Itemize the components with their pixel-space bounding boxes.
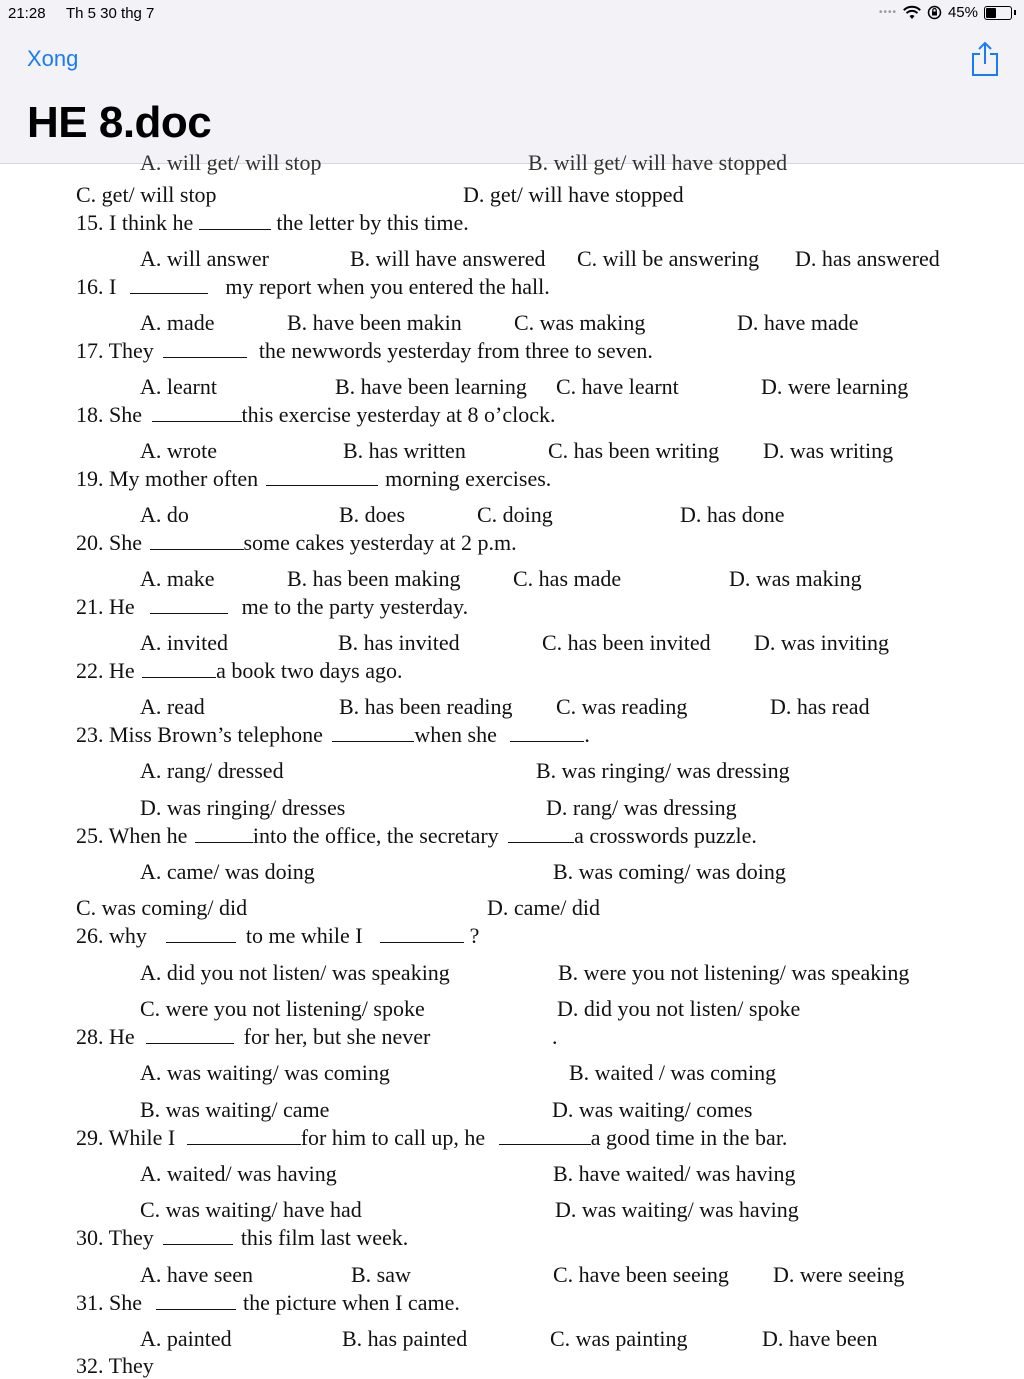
q23-option-a: A. rang/ dressed — [140, 758, 284, 783]
q26-option-b: B. were you not listening/ was speaking — [558, 960, 910, 985]
q21-option-b: B. has invited — [338, 630, 460, 655]
answer-blank — [499, 1126, 591, 1145]
q26-option-c: C. were you not listening/ spoke — [140, 996, 425, 1021]
q23-option-d: D. rang/ was dressing — [546, 795, 737, 820]
q20-option-b: B. has been making — [287, 566, 461, 591]
answer-blank — [380, 924, 464, 943]
q19-option-d: D. has done — [680, 502, 785, 527]
q19-option-c: C. doing — [477, 502, 553, 527]
q32-cutoff: 32. They — [76, 1353, 154, 1378]
status-time: 21:28 — [8, 5, 46, 22]
q31-number: 31. She — [76, 1290, 142, 1315]
q15-number: 15. I think he — [76, 210, 194, 235]
q18-option-d: D. was writing — [763, 438, 894, 463]
rotation-lock-icon — [927, 5, 942, 20]
document-page[interactable] — [0, 150, 1024, 1378]
answer-blank — [508, 824, 574, 843]
q29-option-c: C. was waiting/ have had — [140, 1197, 362, 1222]
q28-option-d: D. was waiting/ comes — [552, 1097, 753, 1122]
q31-option-c: C. was painting — [550, 1326, 688, 1351]
answer-blank — [166, 924, 236, 943]
q20-option-a: A. make — [140, 566, 215, 591]
q25-stem — [76, 823, 757, 849]
q16-option-c: C. was making — [514, 310, 646, 335]
viewer-header — [0, 28, 1024, 164]
answer-blank — [163, 1226, 233, 1245]
q30-option-d: D. were seeing — [773, 1262, 905, 1287]
q25-option-b: B. was coming/ was doing — [553, 859, 786, 884]
status-bar — [0, 0, 1024, 28]
q19-option-b: B. does — [339, 502, 405, 527]
q21-number: 21. He — [76, 594, 135, 619]
q28-number: 28. He — [76, 1024, 135, 1049]
document-title: HE 8.doc — [27, 98, 212, 147]
share-icon[interactable] — [970, 40, 1000, 78]
battery-fill — [986, 8, 996, 18]
q28-mid: for her, but she never — [243, 1024, 431, 1049]
q31-option-d: D. have been — [762, 1326, 878, 1351]
answer-blank — [195, 824, 253, 843]
q30-rest: this film last week. — [240, 1225, 409, 1250]
q26-option-d: D. did you not listen/ spoke — [557, 996, 801, 1021]
q22-option-b: B. has been reading — [339, 694, 513, 719]
q31-rest: the picture when I came. — [243, 1290, 460, 1315]
q22-option-c: C. was reading — [556, 694, 688, 719]
answer-blank — [187, 1126, 301, 1145]
q23-mid: when she — [414, 722, 497, 747]
q31-stem — [76, 1290, 460, 1316]
q25-number: 25. When he — [76, 823, 188, 848]
q16-rest: my report when you entered the hall. — [225, 274, 550, 299]
q17-option-b: B. have been learning — [335, 374, 527, 399]
q20-rest: some cakes yesterday at 2 p.m. — [243, 530, 517, 555]
q14-option-c: C. get/ will stop — [76, 182, 217, 207]
q23-option-c: D. was ringing/ dresses — [140, 795, 346, 820]
q26-number: 26. why — [76, 923, 147, 948]
q28-option-b: B. waited / was coming — [569, 1060, 777, 1085]
answer-blank — [146, 1025, 234, 1044]
answer-blank — [142, 659, 216, 678]
q26-stem — [76, 923, 479, 949]
q17-number: 17. They — [76, 338, 154, 363]
q19-rest: morning exercises. — [385, 466, 552, 491]
q18-option-b: B. has written — [343, 438, 466, 463]
q17-option-d: D. were learning — [761, 374, 909, 399]
wifi-icon — [903, 6, 921, 20]
q21-rest: me to the party yesterday. — [241, 594, 469, 619]
q18-number: 18. She — [76, 402, 142, 427]
status-date: Th 5 30 thg 7 — [66, 5, 155, 22]
q29-option-a: A. waited/ was having — [140, 1161, 337, 1186]
q25-mid: into the office, the secretary — [252, 823, 499, 848]
answer-blank — [199, 211, 271, 230]
q25-option-d: D. came/ did — [487, 895, 601, 920]
q26-option-a: A. did you not listen/ was speaking — [140, 960, 450, 985]
q15-option-a: A. will answer — [140, 246, 269, 271]
answer-blank — [150, 595, 228, 614]
q29-stem — [76, 1125, 787, 1151]
q29-end: a good time in the bar. — [590, 1125, 788, 1150]
q15-option-b: B. will have answered — [350, 246, 546, 271]
q28-option-c: B. was waiting/ came — [140, 1097, 330, 1122]
q19-option-a: A. do — [140, 502, 189, 527]
q21-option-a: A. invited — [140, 630, 228, 655]
q29-mid: for him to call up, he — [300, 1125, 486, 1150]
q19-stem — [76, 466, 551, 492]
q17-stem — [76, 338, 653, 364]
q31-option-b: B. has painted — [342, 1326, 468, 1351]
q20-number: 20. She — [76, 530, 142, 555]
cut-off-option-a: A. will get/ will stop — [140, 150, 322, 175]
answer-blank — [163, 339, 247, 358]
q26-mid: to me while I — [245, 923, 363, 948]
battery-percent: 45% — [947, 4, 978, 21]
q20-option-c: C. has made — [513, 566, 622, 591]
battery-icon — [984, 6, 1012, 20]
q18-option-c: C. has been writing — [548, 438, 720, 463]
q16-option-d: D. have made — [737, 310, 859, 335]
cut-off-option-b: B. will get/ will have stopped — [528, 150, 788, 175]
q16-option-b: B. have been makin — [287, 310, 462, 335]
q20-option-d: D. was making — [729, 566, 862, 591]
q17-option-c: C. have learnt — [556, 374, 679, 399]
q21-option-c: C. has been invited — [542, 630, 711, 655]
answer-blank — [266, 467, 378, 486]
q22-number: 22. He — [76, 658, 135, 683]
q16-stem — [76, 274, 550, 300]
answer-blank — [152, 403, 242, 422]
q28-stem — [76, 1024, 430, 1050]
q21-option-d: D. was inviting — [754, 630, 890, 655]
q30-option-a: A. have seen — [140, 1262, 254, 1287]
q28-option-a: A. was waiting/ was coming — [140, 1060, 390, 1085]
q19-number: 19. My mother often — [76, 466, 259, 491]
q14-option-d: D. get/ will have stopped — [463, 182, 684, 207]
battery-tip — [1014, 10, 1016, 15]
q22-stem — [76, 658, 403, 684]
q29-number: 29. While I — [76, 1125, 176, 1150]
q15-stem — [76, 210, 469, 236]
q17-option-a: A. learnt — [140, 374, 217, 399]
q29-option-b: B. have waited/ was having — [553, 1161, 796, 1186]
q21-stem — [76, 594, 468, 620]
q22-option-d: D. has read — [770, 694, 870, 719]
q22-option-a: A. read — [140, 694, 205, 719]
q18-option-a: A. wrote — [140, 438, 217, 463]
q23-number: 23. Miss Brown’s telephone — [76, 722, 323, 747]
answer-blank — [130, 275, 208, 294]
q23-stem — [76, 722, 590, 748]
q25-end: a crosswords puzzle. — [574, 823, 757, 848]
q15-option-c: C. will be answering — [577, 246, 760, 271]
q18-rest: this exercise yesterday at 8 o’clock. — [241, 402, 556, 427]
q25-option-c: C. was coming/ did — [76, 895, 248, 920]
q23-end: . — [584, 722, 590, 747]
q29-option-d: D. was waiting/ was having — [555, 1197, 799, 1222]
q15-rest: the letter by this time. — [276, 210, 469, 235]
q20-stem — [76, 530, 517, 556]
answer-blank — [332, 723, 414, 742]
q17-rest: the newwords yesterday from three to seven. — [258, 338, 653, 363]
answer-blank — [150, 531, 244, 550]
status-right — [879, 4, 1016, 21]
q25-option-a: A. came/ was doing — [140, 859, 315, 884]
signal-dots-icon: •••• — [878, 7, 897, 18]
q30-stem — [76, 1225, 408, 1251]
answer-blank — [510, 723, 584, 742]
answer-blank — [156, 1291, 236, 1310]
q30-option-b: B. saw — [351, 1262, 411, 1287]
q30-number: 30. They — [76, 1225, 154, 1250]
q16-option-a: A. made — [140, 310, 215, 335]
q23-option-b: B. was ringing/ was dressing — [536, 758, 790, 783]
q16-number: 16. I — [76, 274, 117, 299]
q15-option-d: D. has answered — [795, 246, 940, 271]
q28-end: . — [552, 1024, 558, 1049]
q18-stem — [76, 402, 555, 428]
q26-end: ? — [469, 923, 480, 948]
q31-option-a: A. painted — [140, 1326, 232, 1351]
q22-rest: a book two days ago. — [216, 658, 403, 683]
q30-option-c: C. have been seeing — [553, 1262, 729, 1287]
done-button[interactable]: Xong — [27, 46, 79, 71]
